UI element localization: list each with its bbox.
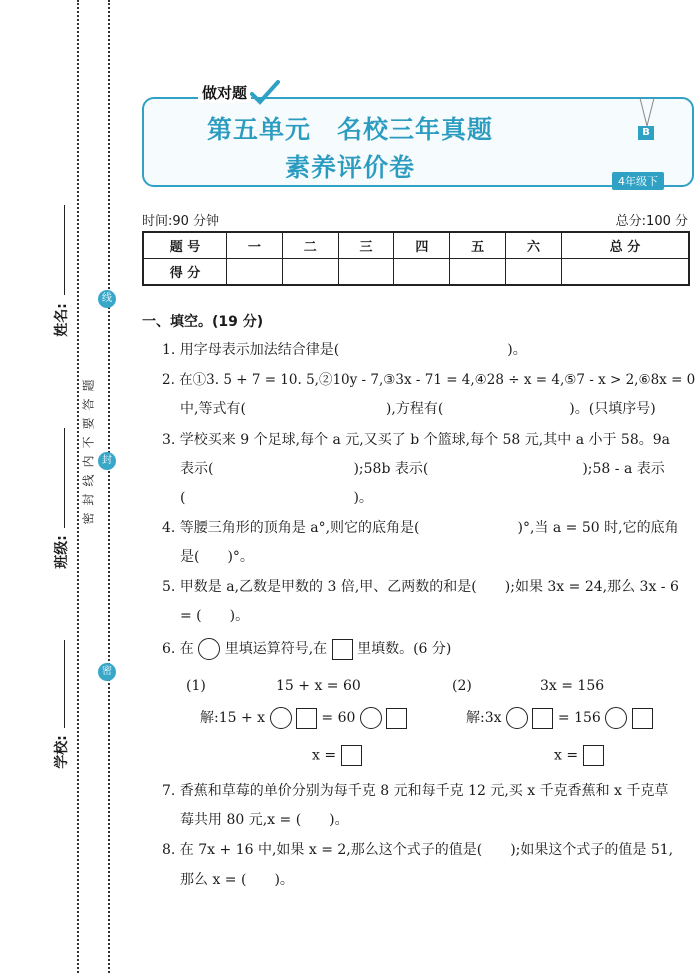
school-underline [64,640,65,728]
brand-tag: 做对题 [198,82,251,103]
x-equals-label: x = [554,747,579,764]
q6-part-b-solution [466,707,653,729]
number-box-icon [332,639,353,660]
warning-char: 要 [81,417,96,430]
operator-circle-icon[interactable] [270,707,292,729]
question-5-line-1: 5. 甲数是 a,乙数是甲数的 3 倍,甲、乙两数的和是( );如果 3x = 24,那么 3x - 6 [162,579,679,595]
question-3-line-3: ( )。 [180,490,373,506]
exam-total-score: 总分:100 分 [615,214,688,229]
question-6-post: 里填数。(6 分) [357,641,452,657]
warning-char: 题 [81,379,96,392]
score-cell[interactable] [394,259,450,286]
operator-circle-icon[interactable] [360,707,382,729]
score-cell[interactable] [450,259,506,286]
warning-char: 密 [81,512,96,525]
question-3-line-1: 3. 学校买来 9 个足球,每个 a 元,又买了 b 个篮球,每个 58 元,其中 a 小于 58。9a [162,432,671,448]
warning-char: 不 [81,436,96,449]
seal-secret: 密 [98,663,116,681]
question-1: 1. 用字母表示加法结合律是( )。 [162,342,527,358]
q6-part-b-label: (2) [452,678,472,694]
table-row [143,259,689,286]
q6-part-a-solution [200,707,407,729]
score-cell[interactable] [506,259,562,286]
question-3-line-2: 表示( );58b 表示( );58 - a 表示 [180,461,665,477]
question-8-line-2: 那么 x = ( )。 [180,872,294,888]
warning-char: 内 [81,455,96,468]
q6-part-a-equation: 15 + x = 60 [276,678,361,694]
tag-string-icon [636,98,658,128]
answer-box[interactable] [532,708,553,729]
q6-part-b-equation: 3x = 156 [540,678,605,694]
question-4-line-1: 4. 等腰三角形的顶角是 a°,则它的底角是( )°,当 a = 50 时,它的底角 [162,520,679,536]
answer-box[interactable] [583,745,604,766]
warning-char: 封 [81,493,96,506]
grade-badge: 4年级下 [612,172,664,190]
banner-title-block [0,110,700,184]
score-cell[interactable] [338,259,394,286]
x-equals-label: x = [312,747,337,764]
q6-part-a-x [312,745,362,766]
question-6-pre: 6. 在 [162,641,194,657]
class-underline [64,428,65,528]
table-header-cell: 题 号 [143,232,227,259]
score-table [142,231,690,286]
solution-a-prefix: 解:15 + x [200,710,266,726]
warning-char: 答 [81,398,96,411]
score-cell[interactable] [227,259,283,286]
question-7-line-2: 莓共用 80 元,x = ( )。 [180,812,349,828]
score-cell[interactable] [282,259,338,286]
table-header-cell: 六 [506,232,562,259]
name-label: 姓名: [53,303,70,337]
checkmark-icon [250,80,280,106]
solution-a-middle: = 60 [321,710,356,726]
table-row [143,232,689,259]
table-header-cell: 总 分 [561,232,689,259]
solution-b-prefix: 解:3x [466,710,502,726]
school-label: 学校: [53,735,70,769]
operator-circle-icon [198,638,220,660]
q6-part-a-label: (1) [186,678,206,694]
table-header-cell: 五 [450,232,506,259]
question-6-mid: 里填运算符号,在 [224,641,328,657]
question-4-line-2: 是( )°。 [180,549,254,565]
exam-title: 素养评价卷 [284,153,415,182]
q6-part-b-x [554,745,604,766]
solution-b-middle: = 156 [557,710,601,726]
question-2-line-1: 2. 在①3. 5 + 7 = 10. 5,②10y - 7,③3x - 71 = 4,④28 ÷ x = 4,⑤7 - x > 2,⑥8x = 0 [162,372,696,388]
section-title: 一、填空。(19 分) [142,314,264,330]
class-label: 班级: [53,535,70,569]
question-7-line-1: 7. 香蕉和草莓的单价分别为每千克 8 元和每千克 12 元,买 x 千克香蕉和 x 千克草 [162,783,669,799]
score-cell[interactable] [561,259,689,286]
question-6 [162,638,451,660]
warning-char: 线 [81,474,96,487]
operator-circle-icon[interactable] [605,707,627,729]
name-underline [64,205,65,295]
seal-seal: 封 [98,452,116,470]
table-header-cell: 得 分 [143,259,227,286]
answer-box[interactable] [341,745,362,766]
answer-box[interactable] [296,708,317,729]
question-8-line-1: 8. 在 7x + 16 中,如果 x = 2,那么这个式子的值是( );如果这个式子的值是 51, [162,842,674,858]
operator-circle-icon[interactable] [506,707,528,729]
table-header-cell: 二 [282,232,338,259]
question-2-line-2: 中,等式有( ),方程有( )。(只填序号) [180,401,656,417]
version-badge: B [638,126,654,140]
seal-line: 线 [98,290,116,308]
table-header-cell: 一 [227,232,283,259]
exam-time: 时间:90 分钟 [142,214,220,229]
answer-box[interactable] [632,708,653,729]
unit-title: 第五单元 名校三年真题 [206,115,493,144]
question-5-line-2: = ( )。 [180,608,250,624]
table-header-cell: 三 [338,232,394,259]
answer-box[interactable] [386,708,407,729]
binding-warning-text [81,376,97,528]
table-header-cell: 四 [394,232,450,259]
